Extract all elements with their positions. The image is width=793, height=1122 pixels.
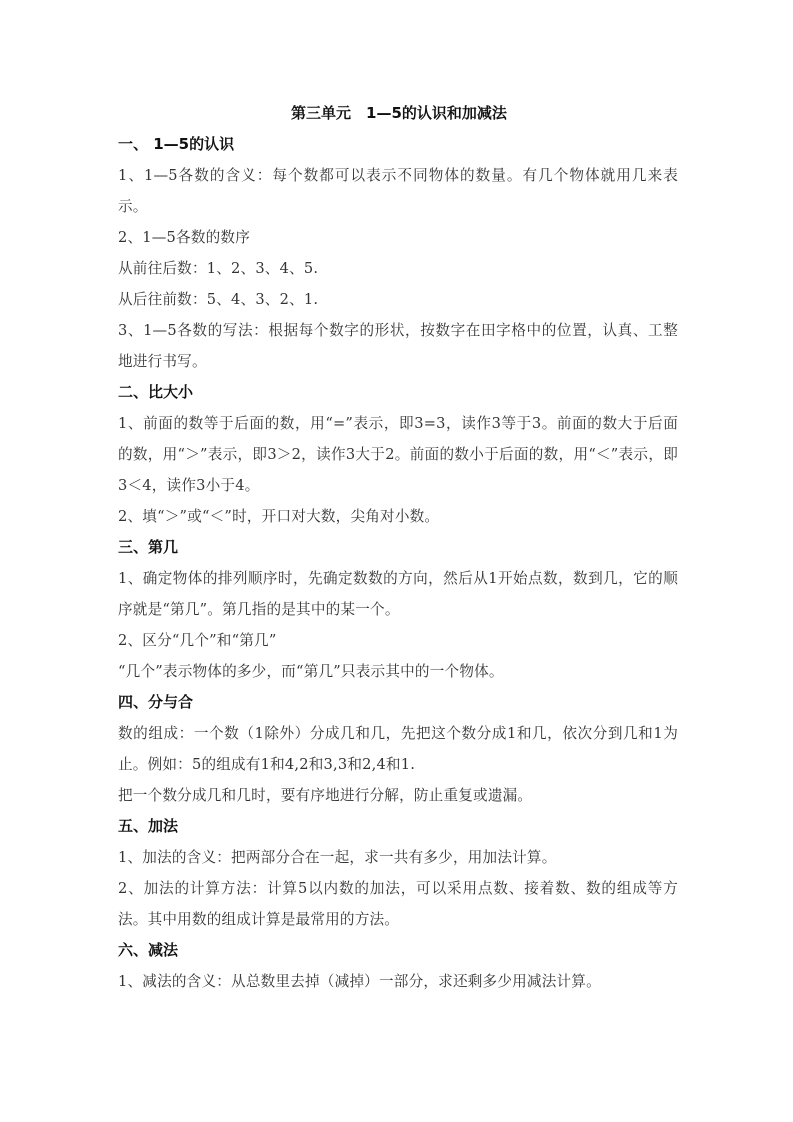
section-heading: 一、 1—5的认识: [118, 135, 235, 153]
paragraph: 2、填“＞”或“＜”时，开口对大数，尖角对小数。: [118, 508, 440, 525]
section-composition: [118, 687, 678, 811]
paragraph: 1、1—5各数的含义：每个数都可以表示不同物体的数量。有几个物体就用几来表示。: [118, 167, 678, 215]
paragraph: 2、区分“几个”和“第几”: [118, 632, 277, 649]
section-ordinal: [118, 532, 678, 687]
paragraph: 2、加法的计算方法：计算5以内数的加法，可以采用点数、接着数、数的组成等方法。其中用数的组成计算是最常用的方法。: [118, 880, 678, 928]
section-heading: 六、减法: [118, 941, 179, 959]
section-heading: 二、比大小: [118, 383, 194, 401]
section-compare: [118, 377, 678, 532]
document-title: 第三单元 1—5的认识和加减法: [291, 104, 507, 122]
section-heading: 三、第几: [118, 538, 179, 556]
paragraph: 数的组成：一个数（1除外）分成几和几，先把这个数分成1和几，依次分到几和1为止。例如：5的组成有1和4,2和3,3和2,4和1.: [118, 725, 678, 773]
paragraph: 从前往后数：1、2、3、4、5.: [118, 260, 319, 277]
section-recognition: [118, 129, 678, 377]
paragraph: 1、减法的含义：从总数里去掉（减掉）一部分，求还剩多少用减法计算。: [118, 973, 601, 990]
paragraph: 把一个数分成几和几时，要有序地进行分解，防止重复或遗漏。: [118, 787, 533, 804]
document-page: [118, 98, 678, 997]
paragraph: 2、1—5各数的数序: [118, 229, 251, 246]
paragraph: 3、1—5各数的写法：根据每个数字的形状，按数字在田字格中的位置，认真、工整地进行书写。: [118, 322, 678, 370]
paragraph: “几个”表示物体的多少，而“第几”只表示其中的一个物体。: [118, 663, 504, 680]
section-heading: 四、分与合: [118, 693, 194, 711]
paragraph: 1、加法的含义：把两部分合在一起，求一共有多少，用加法计算。: [118, 849, 557, 866]
section-heading: 五、加法: [118, 817, 179, 835]
section-subtraction: [118, 935, 678, 997]
paragraph: 1、确定物体的排列顺序时，先确定数数的方向，然后从1开始点数，数到几，它的顺序就是“第几”。第几指的是其中的某一个。: [118, 570, 678, 618]
section-addition: [118, 811, 678, 935]
paragraph: 从后往前数：5、4、3、2、1.: [118, 291, 319, 308]
paragraph: 1、前面的数等于后面的数，用“=”表示，即3=3，读作3等于3。前面的数大于后面的数，用“＞”表示，即3＞2，读作3大于2。前面的数小于后面的数，用“＜”表示，即3＜4，读作3小于4。: [118, 415, 678, 494]
